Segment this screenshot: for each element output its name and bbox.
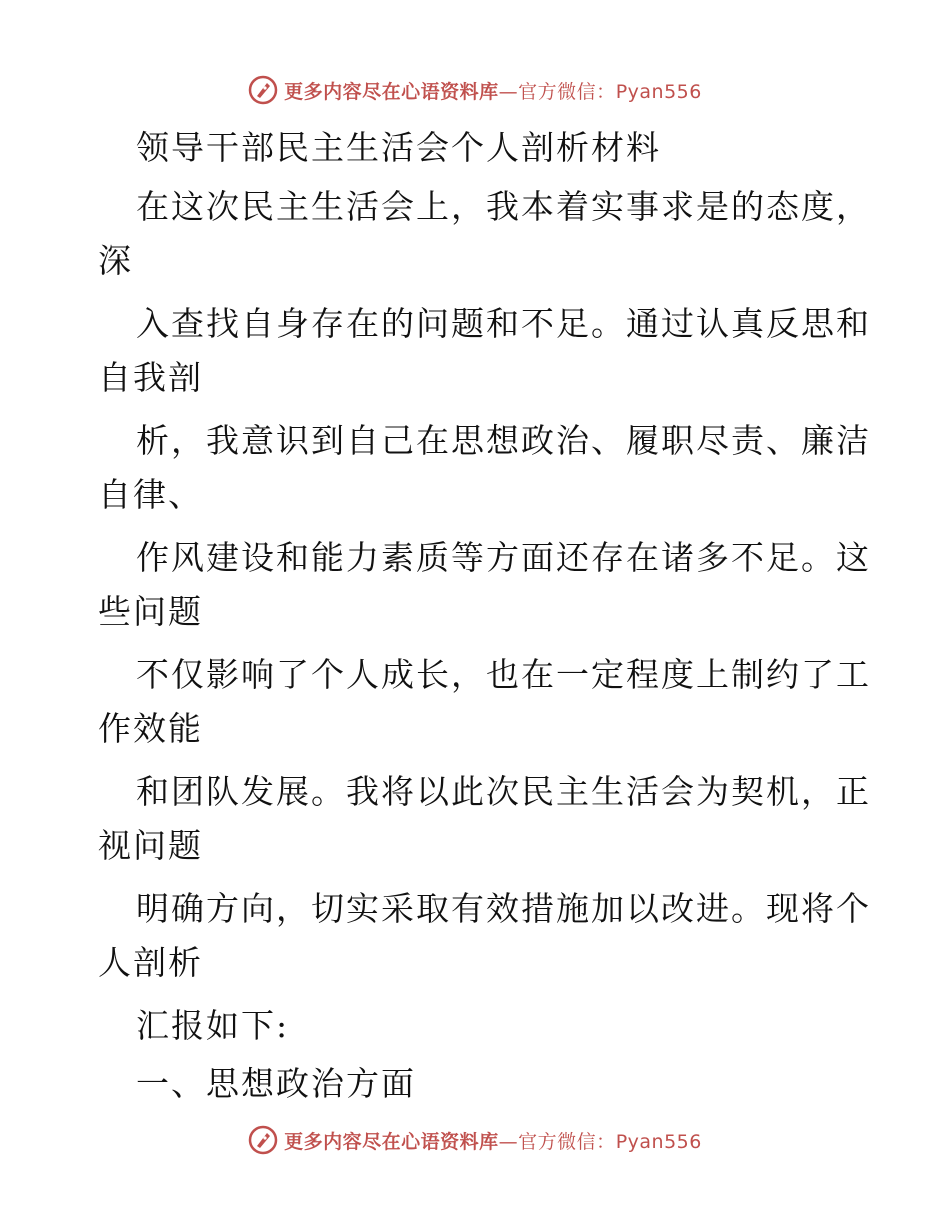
paragraph-line: 作风建设和能力素质等方面还存在诸多不足。这 — [136, 538, 871, 577]
watermark-text: 更多内容尽在心语资料库—官方微信：Pyan556 — [284, 1130, 702, 1153]
paragraph-line: 自律、 — [98, 475, 203, 514]
paragraph-line: 些问题 — [98, 592, 203, 631]
paragraph-line: 和团队发展。我将以此次民主生活会为契机，正 — [136, 772, 871, 811]
paragraph-line: 作效能 — [98, 709, 203, 748]
section-heading: 一、思想政治方面 — [136, 1064, 416, 1103]
paragraph-line: 入查找自身存在的问题和不足。通过认真反思和 — [136, 304, 871, 343]
paragraph-line: 汇报如下: — [136, 1006, 290, 1045]
header-watermark — [0, 72, 950, 108]
footer-watermark — [0, 1122, 950, 1158]
paragraph-line: 不仅影响了个人成长，也在一定程度上制约了工 — [136, 655, 871, 694]
pen-nib-logo-icon — [248, 75, 278, 105]
paragraph-line: 人剖析 — [98, 943, 203, 982]
document-title: 领导干部民主生活会个人剖析材料 — [136, 128, 661, 167]
paragraph-line: 析，我意识到自己在思想政治、履职尽责、廉洁 — [136, 421, 871, 460]
paragraph-line: 自我剖 — [98, 358, 203, 397]
paragraph-line: 明确方向，切实采取有效措施加以改进。现将个 — [136, 889, 871, 928]
paragraph-line: 深 — [98, 241, 133, 280]
paragraph-line: 视问题 — [98, 826, 203, 865]
paragraph-line: 在这次民主生活会上，我本着实事求是的态度， — [136, 187, 871, 226]
pen-nib-logo-icon — [248, 1125, 278, 1155]
watermark-text: 更多内容尽在心语资料库—官方微信：Pyan556 — [284, 80, 702, 103]
